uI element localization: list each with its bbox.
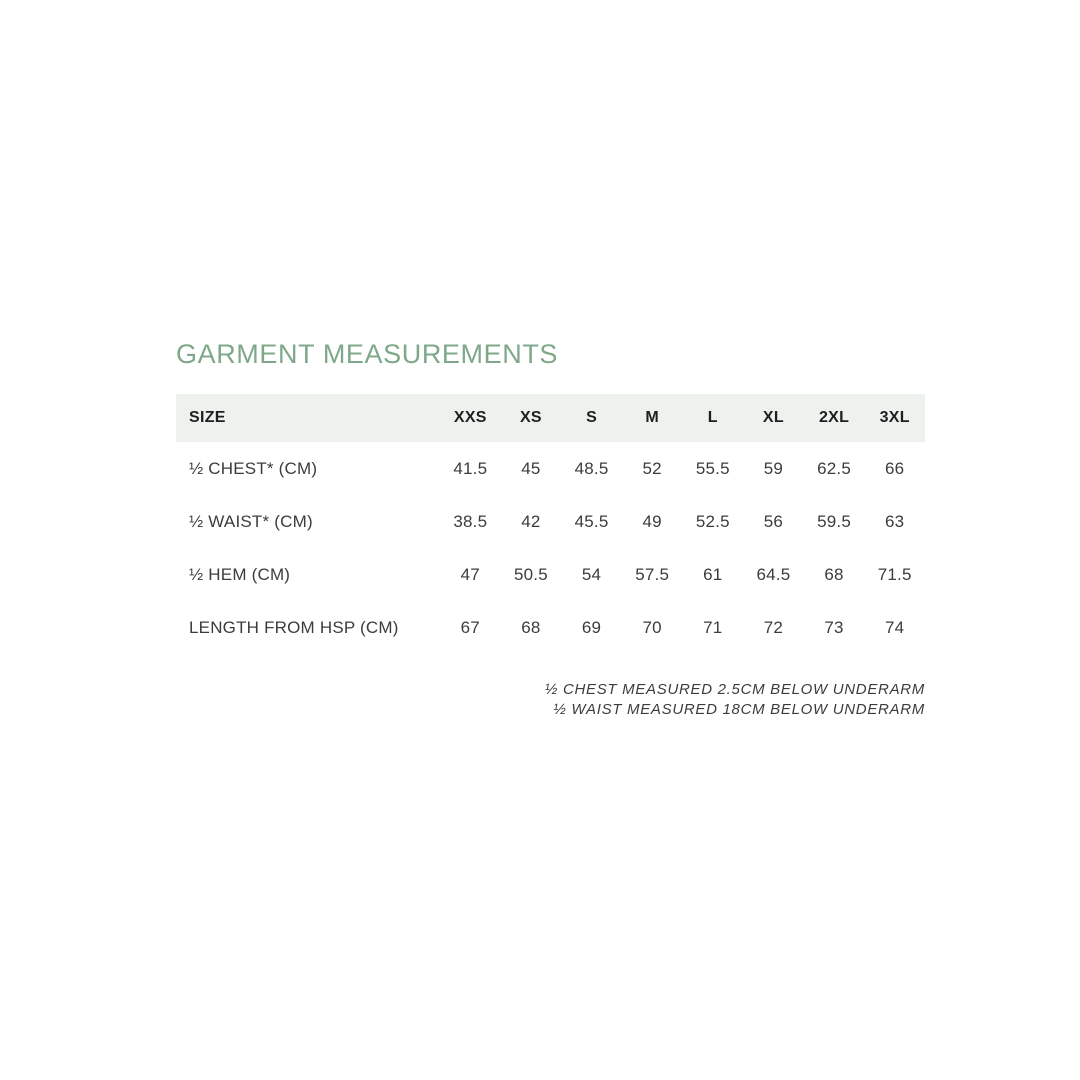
cell-length-l: 71 <box>703 617 723 637</box>
cell-hem-3xl: 71.5 <box>877 564 912 584</box>
cell-waist-3xl: 63 <box>885 511 905 531</box>
cell-length-s: 69 <box>581 617 602 637</box>
cell-waist-xxs: 38.5 <box>453 511 488 531</box>
cell-length-xxs: 67 <box>460 617 480 637</box>
cell-chest-m: 52 <box>642 458 662 478</box>
col-header-2xl: 2XL <box>818 409 850 426</box>
cell-hem-xs: 50.5 <box>513 564 548 584</box>
measurements-table <box>176 394 925 654</box>
col-header-xxs: XXS <box>453 409 487 426</box>
size-guide <box>176 340 925 720</box>
col-header-3xl: 3XL <box>879 409 910 426</box>
col-header-s: S <box>586 409 598 426</box>
page-title: GARMENT MEASUREMENTS <box>176 339 559 369</box>
col-header-xs: XS <box>519 409 542 426</box>
cell-chest-s: 48.5 <box>574 458 609 478</box>
footnote-waist: ½ WAIST MEASURED 18CM BELOW UNDERARM <box>553 701 925 718</box>
cell-hem-l: 61 <box>703 564 723 584</box>
cell-chest-xs: 45 <box>521 458 541 478</box>
cell-length-xl: 72 <box>763 617 784 637</box>
cell-waist-2xl: 59.5 <box>817 511 851 531</box>
cell-length-2xl: 73 <box>824 617 844 637</box>
table-row-waist <box>176 495 925 548</box>
row-label-hem: ½ HEM (CM) <box>189 564 291 584</box>
cell-chest-xl: 59 <box>763 458 784 478</box>
table-row-hem <box>176 548 925 601</box>
col-header-size: SIZE <box>189 409 226 426</box>
cell-chest-xxs: 41.5 <box>453 458 488 478</box>
cell-waist-l: 52.5 <box>695 511 730 531</box>
cell-length-m: 70 <box>642 617 662 637</box>
table-header-row <box>176 394 925 442</box>
cell-waist-xs: 42 <box>521 511 541 531</box>
row-label-chest: ½ CHEST* (CM) <box>189 458 318 478</box>
cell-length-3xl: 74 <box>885 617 905 637</box>
row-label-waist: ½ WAIST* (CM) <box>189 511 313 531</box>
col-header-l: L <box>707 409 718 426</box>
cell-waist-s: 45.5 <box>574 511 609 531</box>
cell-hem-2xl: 68 <box>824 564 844 584</box>
cell-hem-m: 57.5 <box>635 564 670 584</box>
cell-waist-m: 49 <box>642 511 662 531</box>
footnotes <box>176 680 925 720</box>
table-row-chest <box>176 442 925 495</box>
col-header-m: M <box>645 409 659 426</box>
cell-chest-2xl: 62.5 <box>817 458 851 478</box>
cell-hem-s: 54 <box>581 564 602 584</box>
cell-chest-l: 55.5 <box>695 458 730 478</box>
cell-length-xs: 68 <box>521 617 541 637</box>
table-row-length <box>176 601 925 654</box>
row-label-length: LENGTH FROM HSP (CM) <box>189 617 399 637</box>
cell-chest-3xl: 66 <box>885 458 905 478</box>
cell-waist-xl: 56 <box>763 511 784 531</box>
cell-hem-xl: 64.5 <box>756 564 791 584</box>
col-header-xl: XL <box>762 409 784 426</box>
cell-hem-xxs: 47 <box>460 564 480 584</box>
footnote-chest: ½ CHEST MEASURED 2.5CM BELOW UNDERARM <box>544 681 925 698</box>
